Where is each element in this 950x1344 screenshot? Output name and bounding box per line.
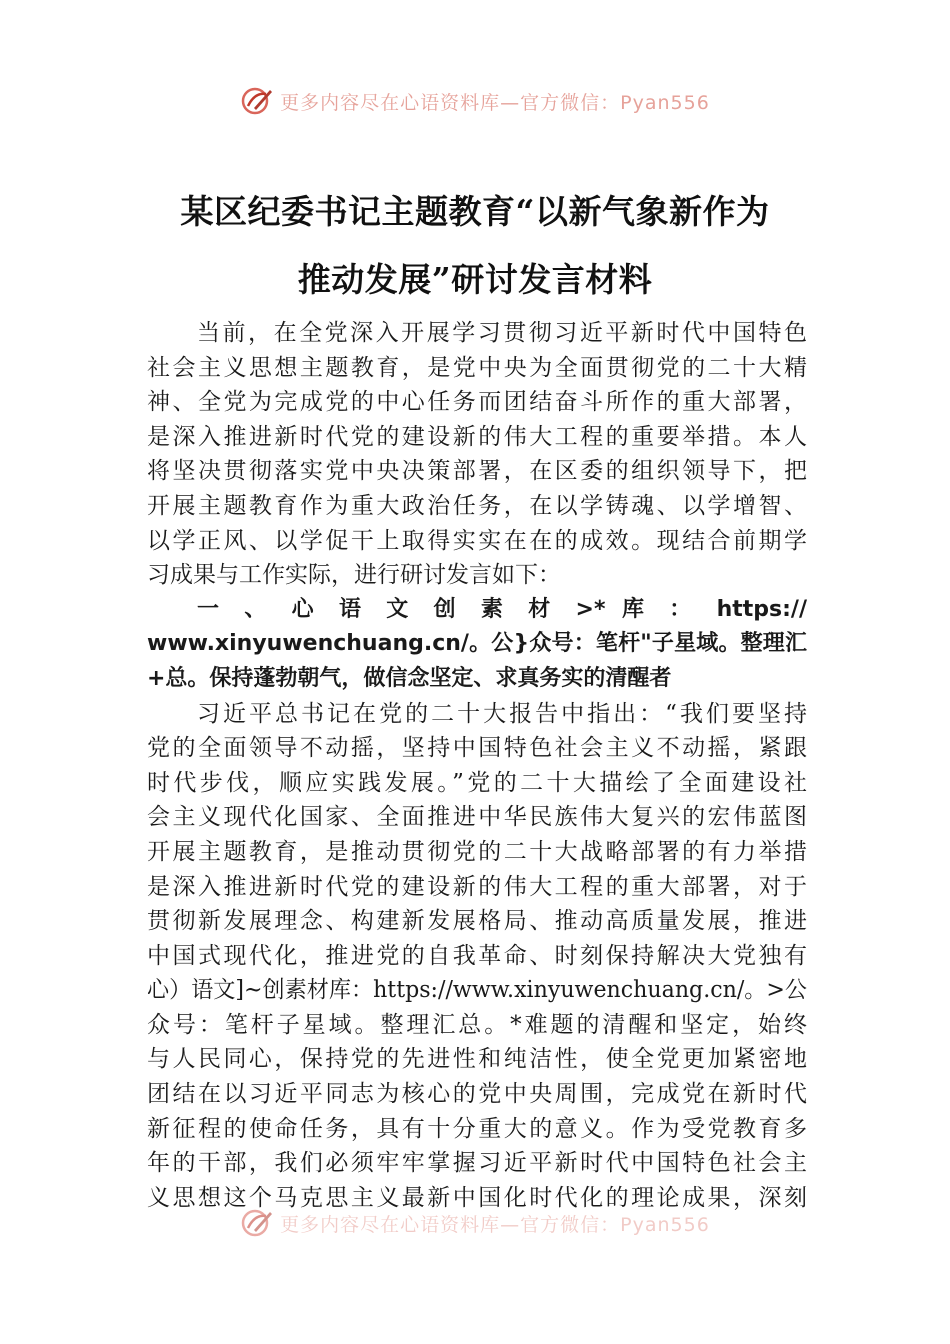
text-line: 以学正风、以学促干上取得实实在在的成效。现结合前期学 bbox=[147, 527, 807, 554]
section-heading-line: www.xinyuwenchuang.cn/。公}众号：笔杆"子星域。整理汇 bbox=[147, 631, 807, 657]
document-title-line-2: 推动发展”研讨发言材料 bbox=[297, 260, 653, 299]
text-line: 将坚决贯彻落实党中央决策部署，在区委的组织领导下，把 bbox=[147, 458, 807, 485]
text-line: 当前，在全党深入开展学习贯彻习近平新时代中国特色 bbox=[197, 320, 807, 346]
pen-logo-icon bbox=[240, 84, 274, 118]
text-line: 新征程的使命任务，具有十分重大的意义。作为受党教育多 bbox=[147, 1115, 807, 1142]
text-line: 是深入推进新时代党的建设新的伟大工程的重要举措。本人 bbox=[147, 423, 807, 450]
paragraph-intro bbox=[147, 316, 807, 1215]
text-line: 开展主题教育作为重大政治任务，在以学铸魂、以学增智、 bbox=[147, 492, 807, 519]
text-line: 社会主义思想主题教育，是党中央为全面贯彻党的二十大精 bbox=[147, 354, 807, 381]
text-line: 习近平总书记在党的二十大报告中指出：“我们要坚持 bbox=[197, 700, 807, 727]
watermark-text: 更多内容尽在心语资料库—官方微信：Pyan556 bbox=[280, 91, 710, 114]
text-line: 义思想这个马克思主义最新中国化时代化的理论成果，深刻 bbox=[147, 1184, 807, 1211]
text-line: 团结在以习近平同志为核心的党中央周围，完成党在新时代 bbox=[147, 1081, 807, 1108]
text-line: 是深入推进新时代党的建设新的伟大工程的重大部署，对于 bbox=[147, 873, 807, 900]
text-line: 时代步伐，顺应实践发展。”党的二十大描绘了全面建设社 bbox=[147, 769, 807, 796]
text-line: 众号：笔杆子星域。整理汇总。*难题的清醒和坚定，始终 bbox=[147, 1011, 807, 1038]
text-line: 习成果与工作实际，进行研讨发言如下： bbox=[147, 562, 561, 589]
section-heading-line: 一 、 心 语 文 创 素 材 >* 库 ： https:// bbox=[197, 596, 807, 622]
document-title-line-1: 某区纪委书记主题教育“以新气象新作为 bbox=[180, 192, 770, 231]
text-line: 神、全党为完成党的中心任务而团结奋斗所作的重大部署， bbox=[147, 389, 807, 416]
text-line: 心）语文]~创素材库：https://www.xinyuwenchuang.cn/。>公 bbox=[147, 977, 808, 1004]
text-line: 开展主题教育，是推动贯彻党的二十大战略部署的有力举措 bbox=[147, 838, 807, 865]
text-line: 年的干部，我们必须牢牢掌握习近平新时代中国特色社会主 bbox=[147, 1150, 807, 1177]
text-line: 贯彻新发展理念、构建新发展格局、推动高质量发展，推进 bbox=[147, 908, 807, 935]
text-line: 会主义现代化国家、全面推进中华民族伟大复兴的宏伟蓝图 bbox=[147, 804, 807, 831]
text-line: 中国式现代化，推进党的自我革命、时刻保持解决大党独有 bbox=[147, 942, 807, 969]
watermark-header bbox=[0, 84, 950, 118]
text-line: 与人民同心，保持党的先进性和纯洁性，使全党更加紧密地 bbox=[147, 1046, 807, 1073]
section-heading-line: +总。保持蓬勃朝气，做信念坚定、求真务实的清醒者 bbox=[147, 665, 672, 691]
watermark-footer bbox=[0, 1206, 950, 1240]
watermark-text: 更多内容尽在心语资料库—官方微信：Pyan556 bbox=[280, 1213, 710, 1236]
text-line: 党的全面领导不动摇，坚持中国特色社会主义不动摇，紧跟 bbox=[147, 735, 807, 762]
pen-logo-icon bbox=[240, 1206, 274, 1240]
